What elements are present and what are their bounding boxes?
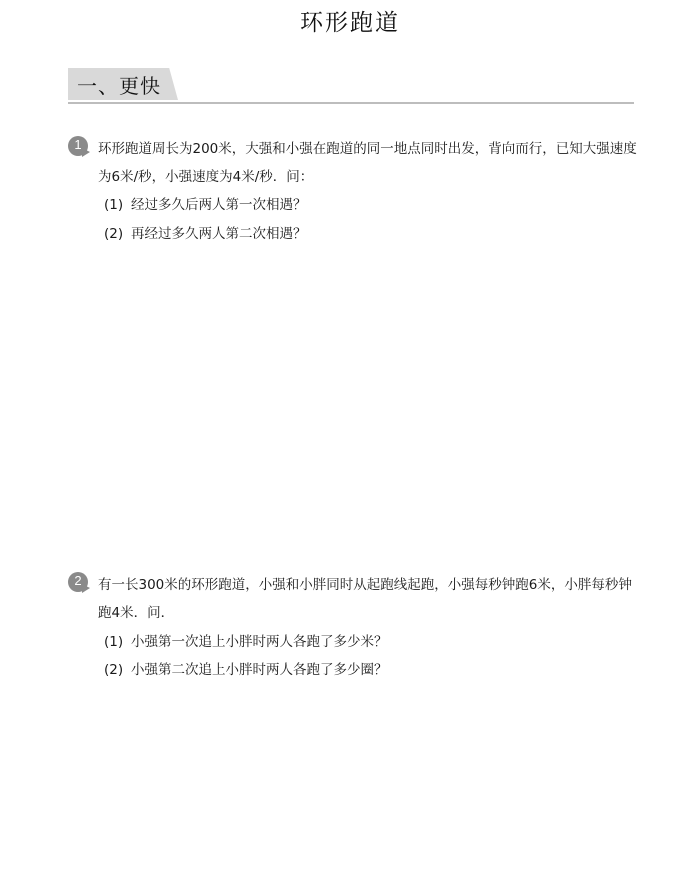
- question-number-badge: [68, 136, 90, 156]
- question-number: 2: [74, 573, 82, 588]
- sub-question-index: (2): [104, 226, 124, 242]
- question-text-line: 为6米/秒，小强速度为4米/秒．问：: [98, 169, 314, 185]
- sub-question-index: (1): [104, 634, 124, 650]
- sub-question-text: 小强第一次追上小胖时两人各跑了多少米？: [131, 634, 388, 650]
- sub-question: [104, 632, 388, 652]
- section-header: [68, 68, 634, 104]
- sub-question-text: 经过多久后两人第一次相遇？: [131, 197, 307, 213]
- sub-question-text: 小强第二次追上小胖时两人各跑了多少圈？: [131, 662, 388, 678]
- question-number: 1: [74, 137, 82, 152]
- sub-question-index: (2): [104, 662, 124, 678]
- question-text-line: 有一长300米的环形跑道，小强和小胖同时从起跑线起跑，小强每秒钟跑6米，小胖每秒钟: [98, 577, 632, 593]
- sub-question: [104, 660, 388, 680]
- page-title: 环形跑道: [300, 10, 400, 36]
- sub-question-text: 再经过多久两人第二次相遇？: [131, 226, 307, 242]
- question-text-line: 环形跑道周长为200米，大强和小强在跑道的同一地点同时出发，背向而行，已知大强速度: [98, 141, 637, 157]
- sub-question: [104, 195, 307, 215]
- question-number-badge: [68, 572, 90, 592]
- sub-question: [104, 224, 307, 244]
- section-label: 一、更快: [77, 74, 161, 98]
- question-text-line: 跑4米．问．: [98, 605, 175, 621]
- sub-question-index: (1): [104, 197, 124, 213]
